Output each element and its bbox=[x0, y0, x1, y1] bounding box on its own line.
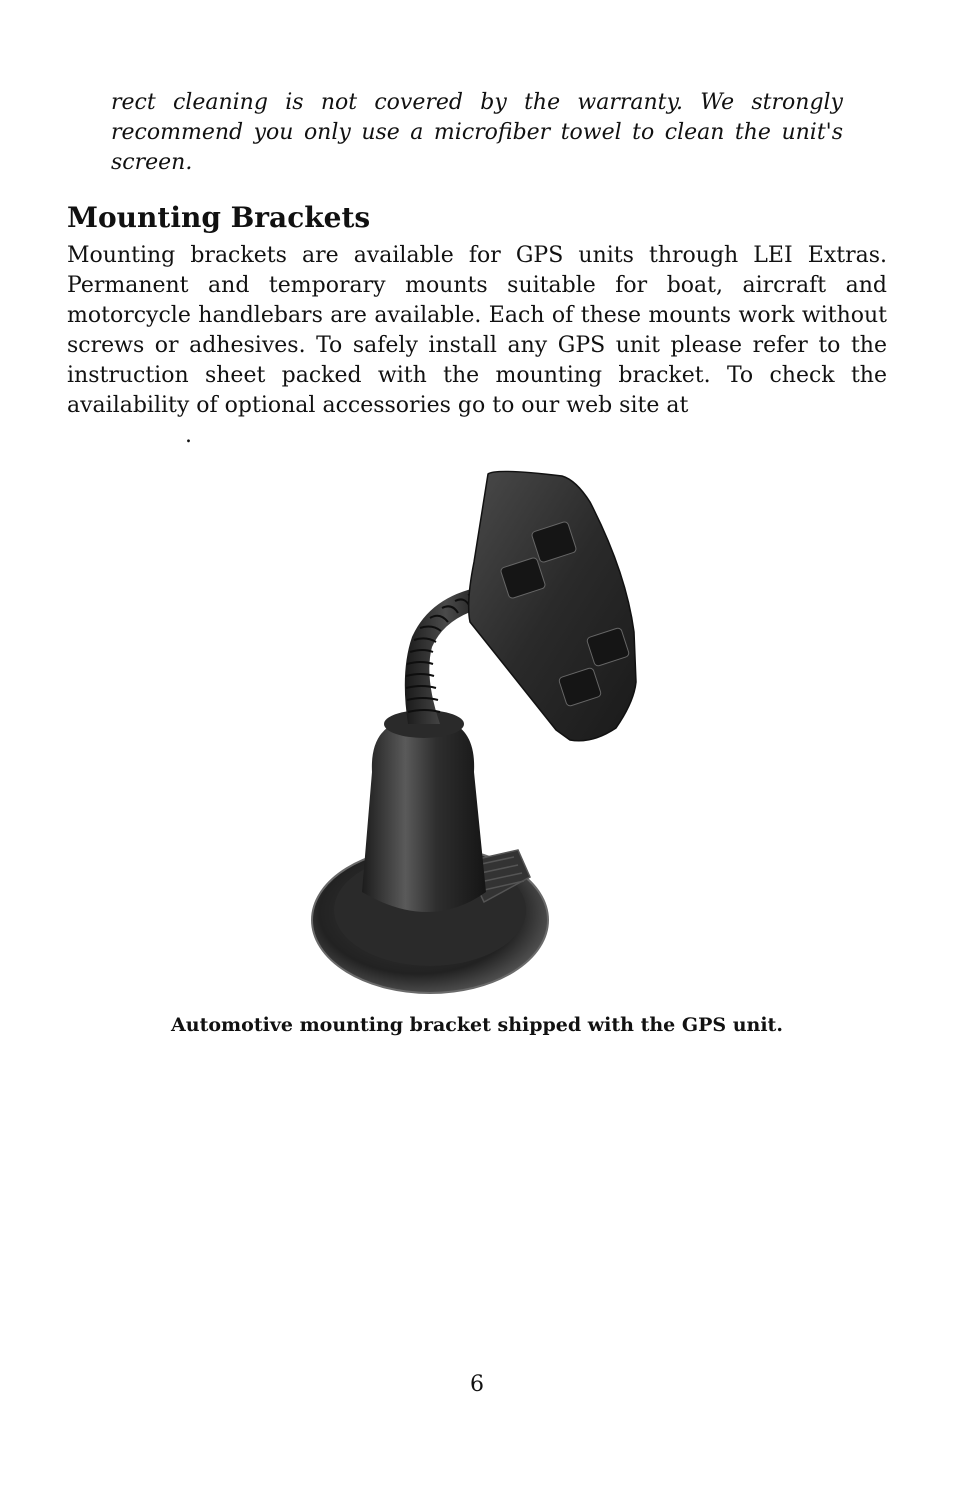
mounting-bracket-photo bbox=[300, 462, 660, 1002]
paragraph-text: Mounting brackets are available for GPS units through LEI Extras. Permanent and temporary mounts suitable for boat, aircraft and motorcycle handlebars are available. Each of these mounts work without screws or adhesives. To safely install any GPS unit please refer to the instruction sheet packed with the mounting bracket. To check the availability of optional accessories go to our web site at bbox=[67, 243, 887, 418]
warranty-note: rect cleaning is not covered by the warranty. We strongly recommend you only use a microfiber towel to clean the unit's screen. bbox=[111, 90, 843, 175]
page-number: 6 bbox=[470, 1372, 484, 1397]
figure-caption: Automotive mounting bracket shipped with the GPS unit. bbox=[171, 1014, 783, 1036]
paragraph-end-period: . bbox=[185, 423, 192, 448]
section-paragraph bbox=[67, 241, 887, 451]
section-heading: Mounting Brackets bbox=[67, 201, 371, 234]
